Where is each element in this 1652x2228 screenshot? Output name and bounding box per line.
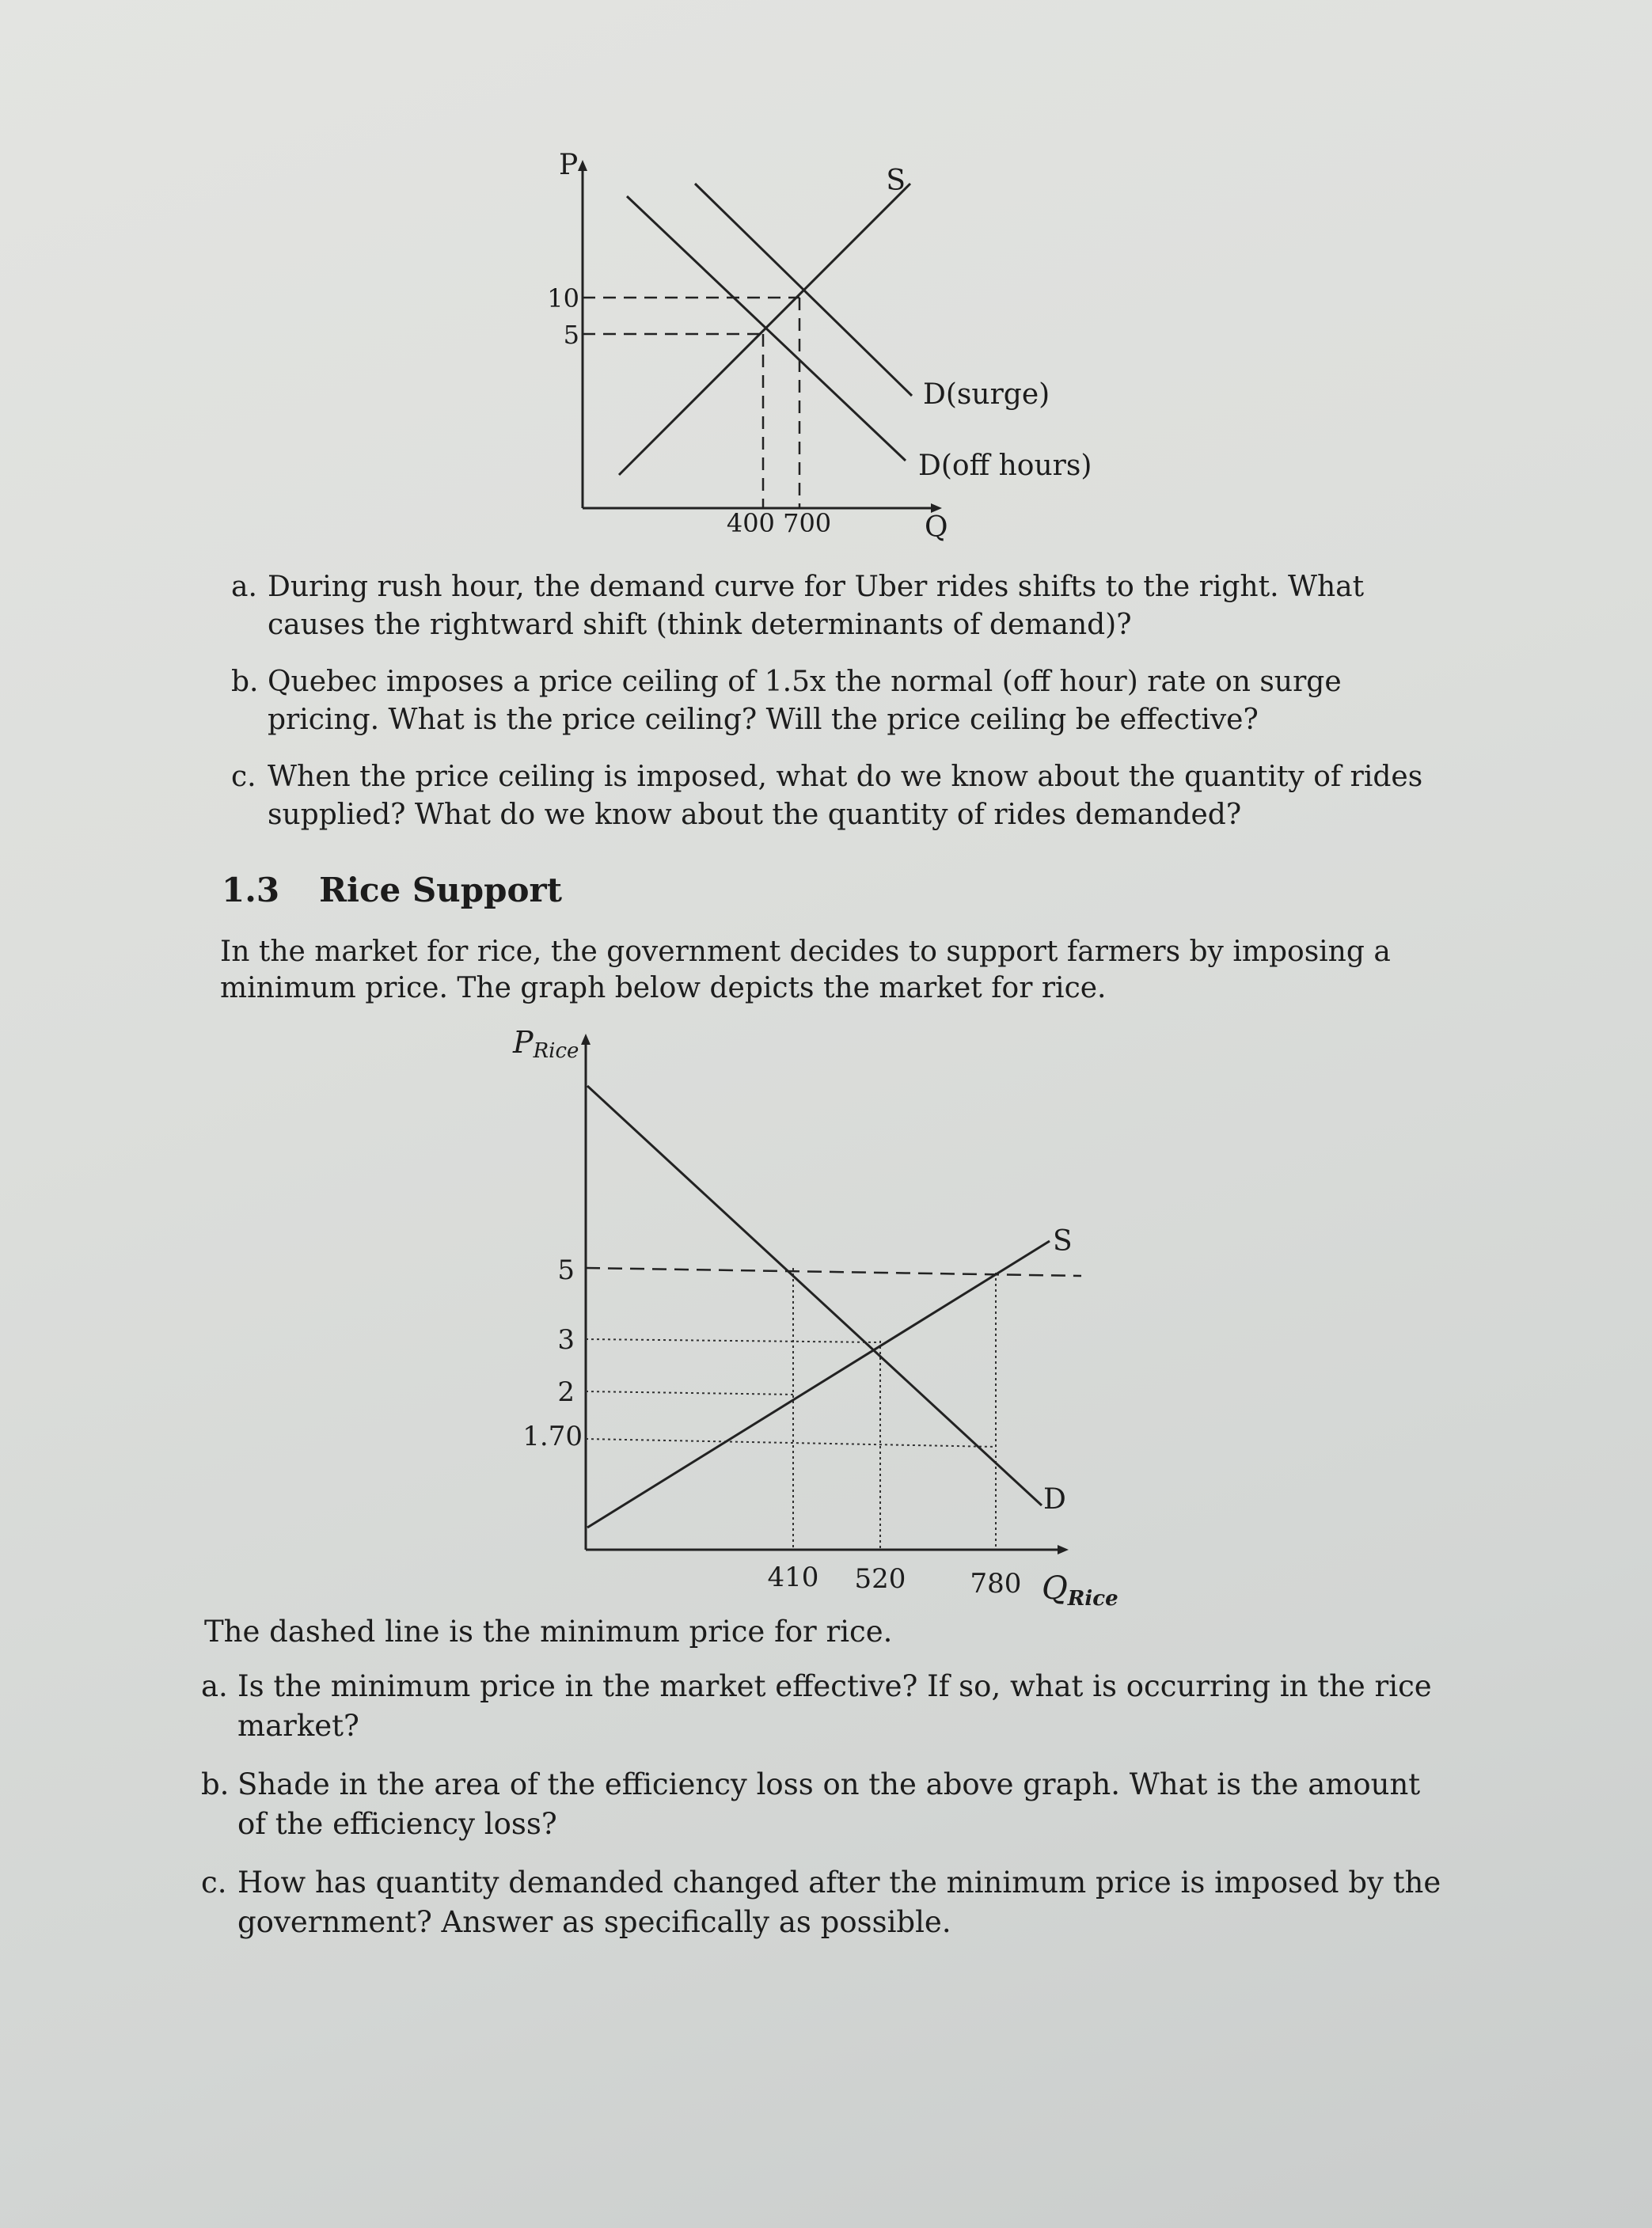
rice-questions xyxy=(201,1667,1452,1961)
uber-supply-demand-graph xyxy=(538,142,1108,554)
rice-x-axis-label-sub: Rice xyxy=(1067,1587,1118,1611)
dashed-line-note: The dashed line is the minimum price for rice. xyxy=(204,1615,893,1649)
question-letter: b. xyxy=(201,1767,230,1801)
rice-y-tick-5: 5 xyxy=(557,1254,575,1286)
uber-question-c xyxy=(231,758,1434,834)
rice-x-tick-520: 520 xyxy=(854,1563,906,1595)
uber-questions xyxy=(231,568,1434,853)
rice-question-c xyxy=(201,1863,1452,1942)
question-text: Quebec imposes a price ceiling of 1.5x the normal (off hour) rate on surge pricing. What is the price ceiling? Will the price ceiling be effective? xyxy=(268,666,1342,736)
rice-x-axis-label-main: Q xyxy=(1042,1570,1068,1607)
rice-demand-curve xyxy=(587,1086,1042,1505)
rice-x-axis-label xyxy=(1042,1570,1118,1611)
rice-guide-price-170 xyxy=(586,1439,996,1447)
uber-x-axis-label: Q xyxy=(925,511,948,544)
question-letter: a. xyxy=(201,1669,228,1703)
uber-x-tick-labels: 400 700 xyxy=(726,508,832,538)
uber-y-axis-arrow xyxy=(578,160,587,171)
uber-y-tick-5: 5 xyxy=(563,320,579,350)
rice-question-b xyxy=(201,1765,1452,1844)
question-letter: b. xyxy=(231,666,259,698)
question-text: How has quantity demanded changed after the minimum price is imposed by the government? Answer as specifically as possible. xyxy=(237,1866,1441,1939)
section-intro: In the market for rice, the government decides to support farmers by imposing a minimum price. The graph below depicts the market for rice. xyxy=(220,936,1391,1004)
question-text: Shade in the area of the efficiency loss on the above graph. What is the amount of the efficiency loss? xyxy=(237,1767,1421,1841)
rice-supply-label: S xyxy=(1053,1225,1073,1258)
question-text: During rush hour, the demand curve for Uber rides shifts to the right. What causes the rightward shift (think determinants of demand)? xyxy=(268,571,1365,641)
uber-demand-off-hours-curve xyxy=(627,196,906,461)
rice-supply-curve xyxy=(587,1241,1050,1528)
rice-x-tick-410: 410 xyxy=(767,1562,819,1593)
question-text: Is the minimum price in the market effective? If so, what is occurring in the rice market? xyxy=(237,1669,1432,1743)
uber-demand-surge-label: D(surge) xyxy=(923,378,1050,411)
question-letter: c. xyxy=(201,1866,227,1900)
rice-market-graph xyxy=(507,1021,1140,1638)
rice-guide-price-2 xyxy=(586,1391,796,1395)
section-heading xyxy=(222,871,562,909)
uber-y-tick-10: 10 xyxy=(547,283,579,313)
rice-guide-price-3 xyxy=(586,1339,880,1342)
uber-question-b xyxy=(231,663,1434,739)
question-letter: c. xyxy=(231,761,256,793)
question-letter: a. xyxy=(231,571,257,603)
uber-y-axis-label: P xyxy=(559,149,579,181)
uber-question-a xyxy=(231,568,1434,644)
rice-y-axis-label xyxy=(512,1025,579,1063)
uber-demand-off-hours-label: D(off hours) xyxy=(918,450,1092,482)
rice-x-tick-780: 780 xyxy=(970,1568,1022,1600)
rice-y-tick-170: 1.70 xyxy=(522,1421,583,1452)
rice-minimum-price-line xyxy=(586,1268,1081,1276)
question-text: When the price ceiling is imposed, what do we know about the quantity of rides supplied? What do we know about the quantity of rides demanded? xyxy=(268,761,1423,831)
section-number: 1.3 xyxy=(222,871,280,909)
rice-y-axis-arrow xyxy=(581,1034,591,1045)
rice-y-axis-label-sub: Rice xyxy=(533,1039,579,1063)
section-title: Rice Support xyxy=(319,871,562,909)
rice-x-axis-arrow xyxy=(1058,1545,1069,1554)
rice-demand-label: D xyxy=(1043,1483,1066,1516)
rice-y-tick-2: 2 xyxy=(557,1376,575,1408)
uber-supply-curve xyxy=(619,184,910,475)
uber-supply-label: S xyxy=(886,165,906,197)
rice-y-tick-3: 3 xyxy=(557,1324,575,1356)
rice-y-axis-label-main: P xyxy=(513,1025,534,1060)
rice-question-a xyxy=(201,1667,1452,1746)
